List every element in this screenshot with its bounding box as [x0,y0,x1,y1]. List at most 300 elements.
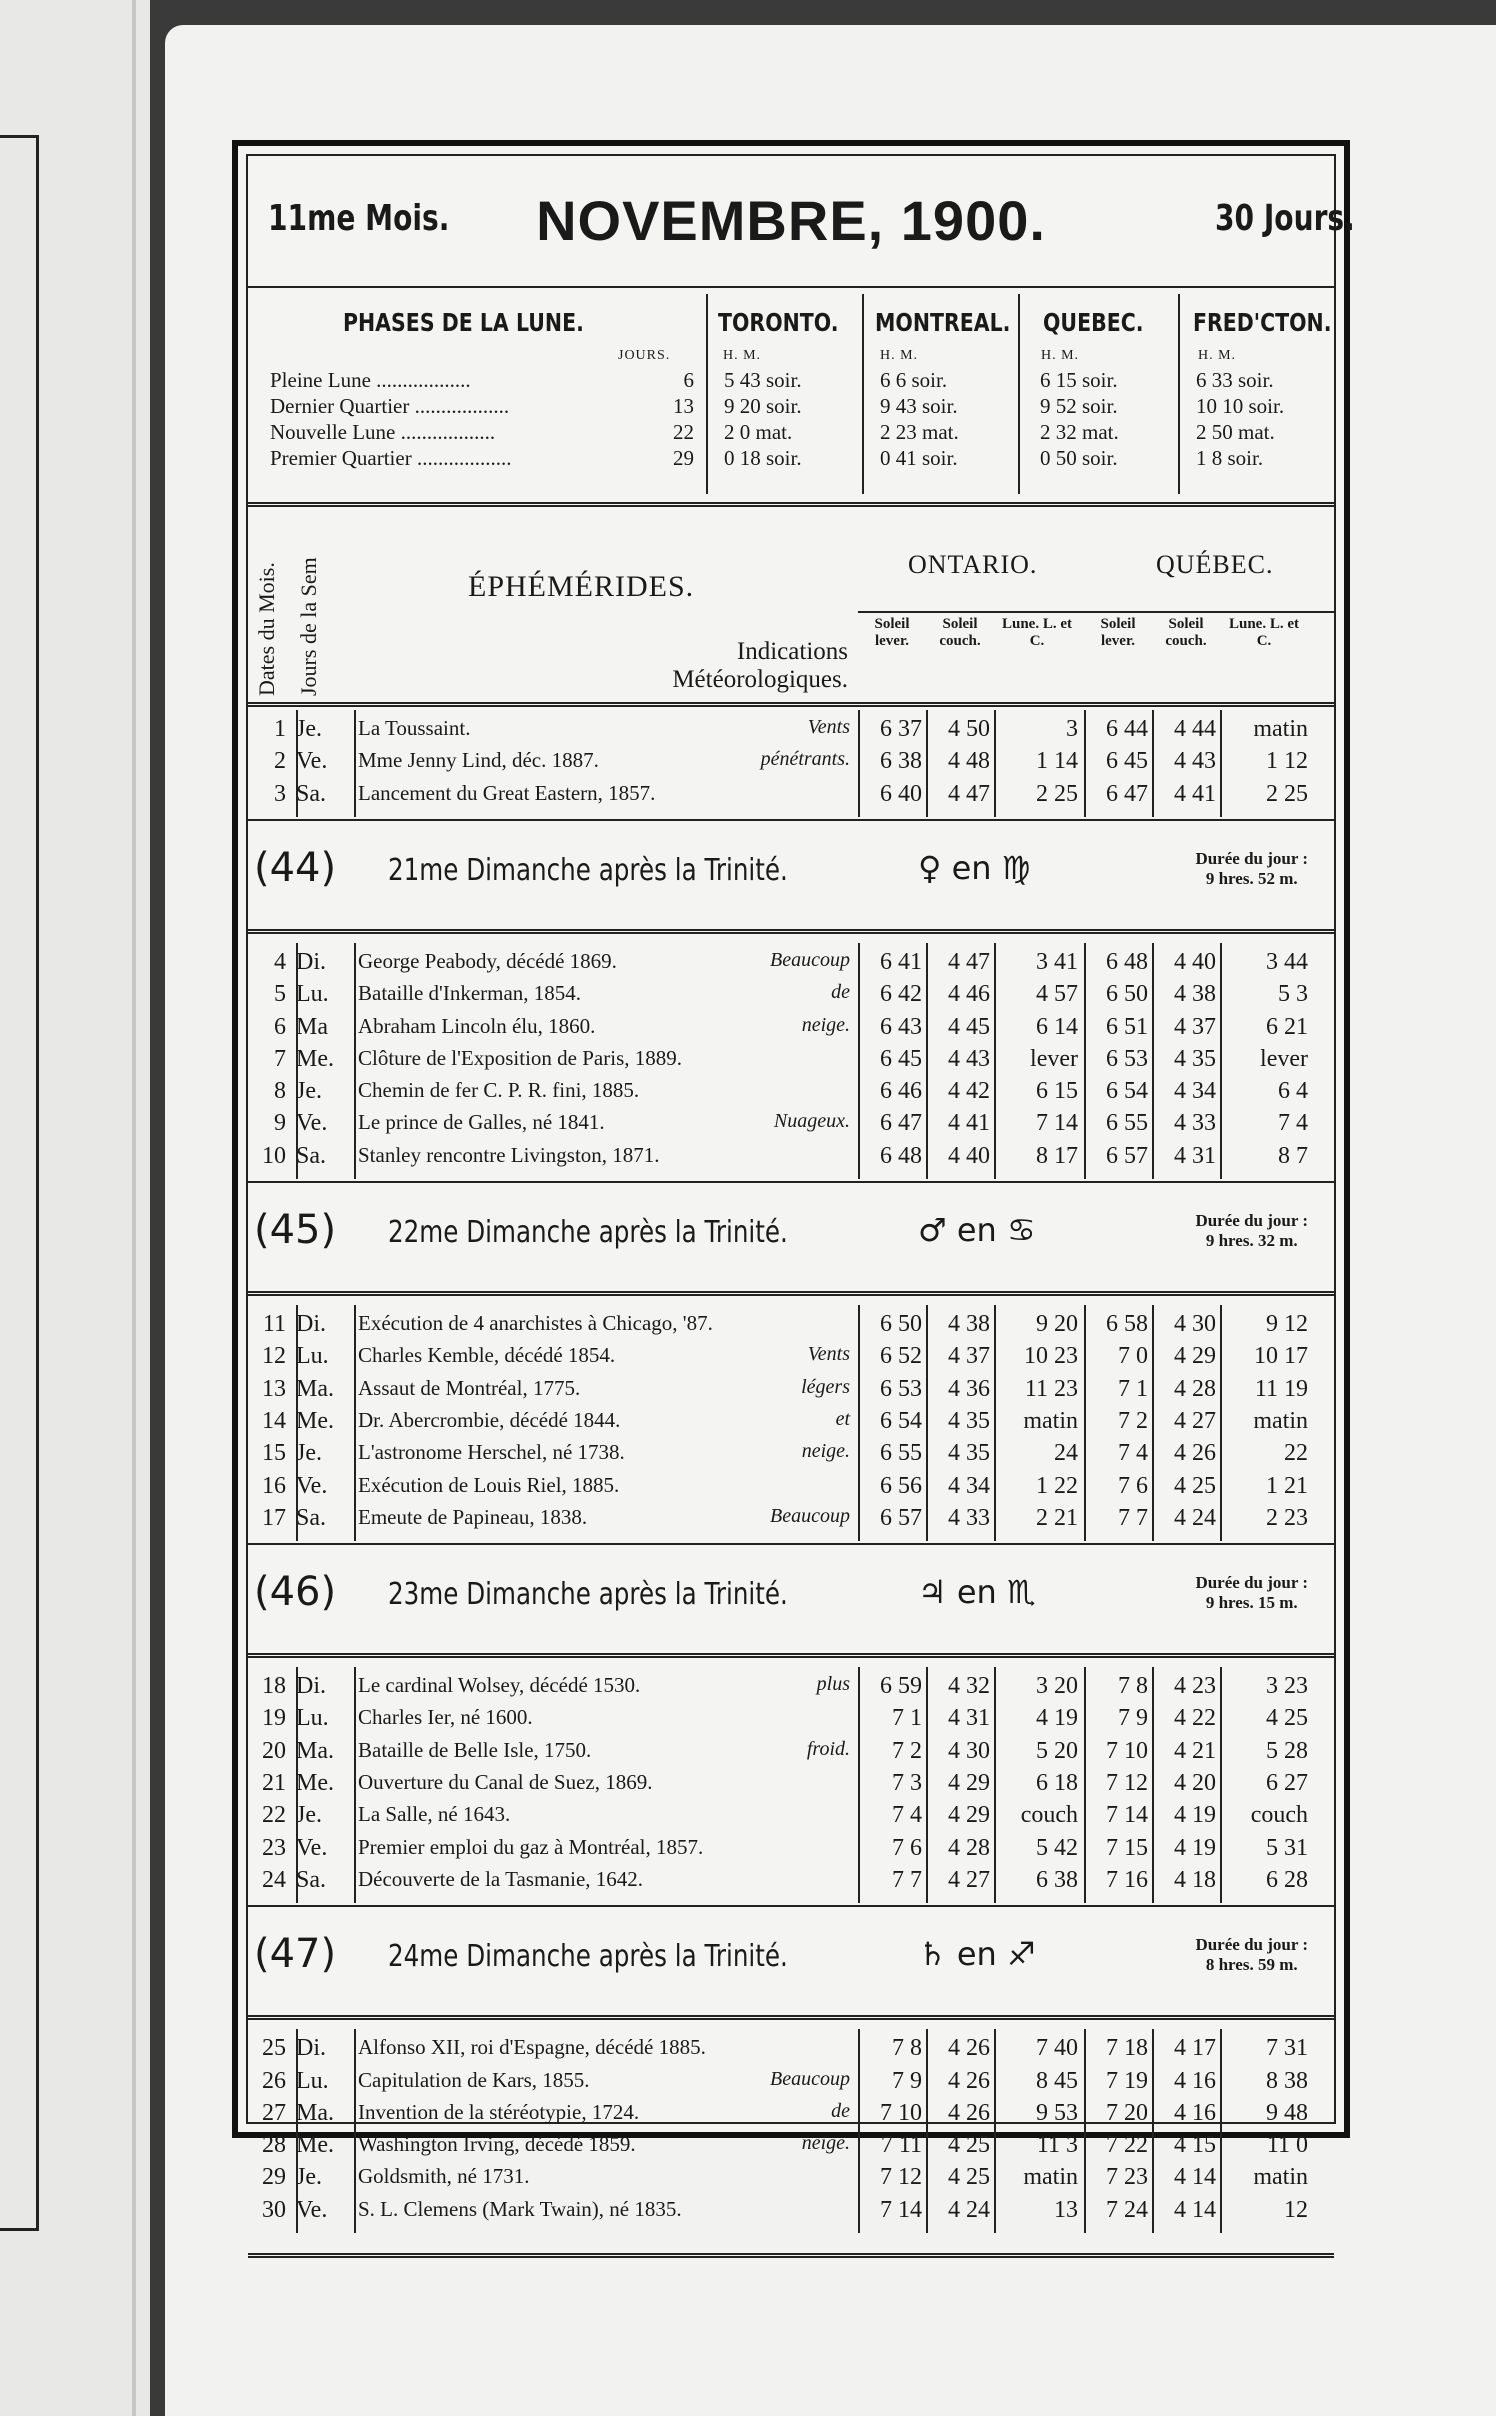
time-value: 4 38 [1174,981,1216,1008]
table-row [248,1835,1334,1867]
hm-label: H. M. [723,348,762,363]
city-quebec: QUEBEC. [1043,308,1144,337]
table-row [248,716,1334,748]
column-divider [994,1667,996,1903]
time-value: 6 41 [880,948,922,975]
column-divider [354,1305,356,1541]
time-value: 4 43 [1174,748,1216,775]
time-value: 4 25 [948,2132,990,2159]
time-value: 4 19 [1174,1834,1216,1861]
phase-time: 0 41 soir. [880,446,958,470]
day-length [1195,1935,1308,1975]
day-of-month: 14 [262,1407,286,1434]
sunday-band [248,825,1334,925]
time-value: 6 54 [1106,1078,1148,1105]
day-length-value: 9 hres. 52 m. [1205,868,1298,888]
time-value: 6 27 [1266,1770,1308,1796]
weather-indication: neige. [801,1440,850,1463]
phase-time: 10 10 soir. [1196,394,1285,418]
time-value: 5 20 [1036,1737,1078,1764]
time-value: 6 47 [880,1110,922,1137]
day-of-month: 29 [262,2164,286,2191]
time-value: 7 23 [1106,2164,1148,2191]
time-value: 4 33 [1174,1110,1216,1137]
time-value: 6 40 [880,780,922,807]
time-value: 4 22 [1174,1705,1216,1732]
day-of-month: 9 [274,1110,286,1137]
day-of-month: 23 [262,1834,286,1861]
weather-indication: plus [816,1673,850,1696]
day-of-week: Ma. [296,1375,334,1402]
column-divider [994,2029,996,2233]
time-value: 11 0 [1266,2132,1308,2159]
time-value: couch [1250,1802,1308,1829]
week-rule [248,1181,1334,1183]
day-of-week: Sa. [296,1504,326,1531]
column-divider [1152,1305,1154,1541]
weather-indication: Vents [807,1343,850,1366]
time-value: 4 46 [948,981,990,1008]
event: La Salle, né 1643. [358,1802,511,1827]
day-of-week: Me. [296,1407,334,1434]
column-divider [296,710,298,817]
day-of-week: Lu. [296,1705,329,1732]
event: Mme Jenny Lind, déc. 1887. [358,748,599,773]
time-value: 4 25 [1174,1472,1216,1499]
subhead-rule [858,611,1334,613]
time-value: 7 20 [1106,2099,1148,2126]
time-value: 4 26 [948,2067,990,2094]
time-value: 10 23 [1024,1343,1078,1370]
divider [706,294,708,494]
day-of-month: 27 [262,2099,286,2126]
time-value: 1 21 [1266,1472,1308,1499]
event: Assaut de Montréal, 1775. [358,1375,581,1400]
time-value: 4 32 [948,1673,990,1700]
time-value: 4 35 [1174,1045,1216,1072]
time-value: 6 51 [1106,1013,1148,1040]
time-value: 6 45 [880,1045,922,1072]
day-of-week: Me. [296,1770,334,1796]
time-value: 7 16 [1106,1866,1148,1893]
time-value: 4 29 [1174,1343,1216,1370]
time-value: 6 46 [880,1078,922,1105]
time-value: matin [1023,1407,1078,1434]
calendar-inner [246,154,1355,2223]
week-number: (46) [254,1569,337,1616]
sunday-title: 24me Dimanche après la Trinité. [388,1939,788,1975]
column-divider [1152,943,1154,1179]
hm-label: H. M. [880,348,919,363]
time-value: 4 28 [1174,1375,1216,1402]
column-divider [296,1305,298,1541]
time-value: 6 53 [1106,1045,1148,1072]
day-of-month: 21 [262,1770,286,1796]
time-value: 6 57 [880,1504,922,1531]
column-divider [296,943,298,1179]
phase-name: Dernier Quartier .................. [270,394,510,418]
city-fredericton: FRED'CTON. [1193,308,1332,337]
phase-time: 5 43 soir. [724,368,802,392]
time-value: 4 44 [1174,716,1216,742]
table-row [248,1110,1334,1142]
event: Charles Kemble, décédé 1854. [358,1343,616,1368]
time-value: 6 55 [880,1440,922,1467]
time-value: 4 23 [1174,1673,1216,1700]
time-value: 4 37 [948,1343,990,1370]
divider [1018,294,1020,494]
time-value: 4 29 [948,1770,990,1796]
event: Exécution de 4 anarchistes à Chicago, '87. [358,1311,713,1335]
column-divider [296,1667,298,1903]
time-value: 2 25 [1036,780,1078,807]
time-value: 4 47 [948,780,990,807]
day-of-month: 3 [274,780,286,807]
day-of-week: Me. [296,1045,334,1072]
meteorologiques-label: Météorologiques. [672,666,848,693]
day-of-month: 13 [262,1375,286,1402]
day-length [1195,849,1308,889]
day-of-month: 28 [262,2132,286,2159]
time-value: 7 2 [892,1737,922,1764]
month-header [248,174,1355,254]
phase-time: 6 6 soir. [880,368,948,392]
day-of-month: 7 [274,1045,286,1072]
days-count: 30 Jours. [1214,198,1355,239]
week-number: (44) [254,844,337,891]
time-value: 6 42 [880,981,922,1008]
day-of-month: 8 [274,1078,286,1105]
sunday-band [248,1549,1334,1649]
event: Washington Irving, décédé 1859. [358,2132,636,2157]
day-of-week: Ve. [296,748,328,775]
phase-time: 9 43 soir. [880,394,958,418]
quebec-soleil-couch: Soleil couch. [1165,616,1207,649]
sunday-title: 23me Dimanche après la Trinité. [388,1577,788,1613]
previous-page-border [0,135,39,2231]
time-value: lever [1260,1045,1308,1072]
phase-day: 6 [683,368,694,392]
column-divider [1152,710,1154,817]
day-length-label: Durée du jour : [1195,1211,1308,1230]
time-value: 3 [1066,716,1078,742]
divider [1178,294,1180,494]
event: Premier emploi du gaz à Montréal, 1857. [358,1834,704,1859]
time-value: 11 19 [1254,1375,1308,1402]
calendar-frame [232,140,1355,2223]
time-value: 1 12 [1266,748,1308,775]
time-value: 7 4 [1118,1440,1148,1467]
time-value: 4 43 [948,1045,990,1072]
column-divider [354,2029,356,2233]
time-value: 10 17 [1254,1343,1308,1370]
column-divider [1220,1667,1222,1903]
table-bottom-rule [248,2253,1334,2258]
sunday-title: 21me Dimanche après la Trinité. [388,852,788,888]
day-of-week: Je. [296,716,322,742]
table-row [248,1738,1334,1770]
time-value: 7 14 [880,2196,922,2223]
table-row [248,1705,1334,1737]
phase-name: Nouvelle Lune .................. [270,420,496,444]
column-divider [858,1305,860,1541]
phase-time: 6 33 soir. [1196,368,1274,392]
weather-indication: Vents [807,716,850,738]
day-of-week: Di. [296,2035,326,2062]
phase-time: 2 50 mat. [1196,420,1275,444]
time-value: 4 27 [1174,1407,1216,1434]
time-value: 13 [1054,2196,1078,2223]
time-value: 4 57 [1036,981,1078,1008]
time-value: 4 33 [948,1504,990,1531]
table-row [248,1143,1334,1175]
column-divider [858,943,860,1179]
phase-time: 6 15 soir. [1040,368,1118,392]
weather-indication: de [831,2099,850,2122]
week-rule [248,1653,1334,1658]
ontario-soleil-lever: Soleil lever. [874,616,910,649]
time-value: 4 50 [948,716,990,742]
time-value: 1 22 [1036,1472,1078,1499]
time-value: 7 3 [892,1770,922,1796]
table-row [248,949,1334,981]
ontario-lune: Lune. L. et C. [1001,616,1072,649]
weather-indication: Nuageux. [773,1110,850,1133]
day-of-week: Je. [296,1078,322,1105]
week-rule [248,1905,1334,1907]
table-row [248,748,1334,780]
time-value: 4 35 [948,1440,990,1467]
phase-time: 2 32 mat. [1040,420,1119,444]
table-row [248,781,1334,813]
week-rule [248,1291,1334,1296]
day-of-week: Ma [296,1013,328,1040]
table-row [248,1802,1334,1834]
day-of-month: 4 [274,948,286,975]
day-of-week: Ve. [296,1834,328,1861]
time-value: 7 0 [1118,1343,1148,1370]
table-row [248,1867,1334,1899]
page-gutter [132,0,136,2416]
time-value: 9 48 [1266,2099,1308,2126]
phase-day: 13 [673,394,694,418]
hm-label: H. M. [1041,348,1080,363]
weather-indication: légers [801,1375,850,1398]
time-value: 6 38 [1036,1866,1078,1893]
event: L'astronome Herschel, né 1738. [358,1440,625,1465]
day-of-week: Sa. [296,1866,326,1893]
day-of-month: 5 [274,981,286,1008]
table-row [248,981,1334,1013]
weather-indication: neige. [801,2132,850,2155]
time-value: 4 29 [948,1802,990,1829]
event: Exécution de Louis Riel, 1885. [358,1472,620,1497]
weather-indication: froid. [806,1737,850,1760]
day-of-week: Di. [296,948,326,975]
weather-indication: Beaucoup [770,1504,850,1527]
time-value: 7 6 [1118,1472,1148,1499]
day-of-month: 17 [262,1504,286,1531]
time-value: 4 21 [1174,1737,1216,1764]
week-rule [248,929,1334,934]
time-value: 4 31 [948,1705,990,1732]
phase-name: Pleine Lune .................. [270,368,471,392]
time-value: 3 20 [1036,1673,1078,1700]
time-value: 7 7 [1118,1504,1148,1531]
time-value: 6 52 [880,1343,922,1370]
event: Capitulation de Kars, 1855. [358,2067,590,2092]
week-rule [248,1543,1334,1545]
time-value: 6 45 [1106,748,1148,775]
phase-time: 1 8 soir. [1196,446,1264,470]
column-divider [926,710,928,817]
day-of-week: Sa. [296,780,326,807]
time-value: 4 27 [948,1866,990,1893]
table-row [248,1343,1334,1375]
day-of-month: 30 [262,2196,286,2223]
time-value: 3 23 [1266,1673,1308,1700]
sunday-band [248,1911,1334,2011]
time-value: 11 3 [1036,2132,1078,2159]
time-value: 6 48 [880,1142,922,1169]
phase-time: 2 23 mat. [880,420,959,444]
day-of-month: 11 [262,1311,286,1337]
time-value: 4 14 [1174,2164,1216,2191]
time-value: 4 35 [948,1407,990,1434]
table-head-rule [248,702,1334,707]
planet-position: ♂ en ♋ [918,1211,1036,1249]
column-divider [296,2029,298,2233]
time-value: 4 41 [948,1110,990,1137]
time-value: 4 34 [948,1472,990,1499]
table-row [248,2132,1334,2164]
day-of-week: Ve. [296,2196,328,2223]
time-value: 4 18 [1174,1866,1216,1893]
time-value: 12 [1284,2196,1308,2223]
time-value: 4 34 [1174,1078,1216,1105]
table-row [248,1770,1334,1802]
time-value: 4 42 [948,1078,990,1105]
day-of-week: Lu. [296,1343,329,1370]
table-row [248,1311,1334,1343]
event: S. L. Clemens (Mark Twain), né 1835. [358,2196,682,2221]
time-value: 4 26 [948,2099,990,2126]
day-of-month: 19 [262,1705,286,1732]
column-divider [858,2029,860,2233]
time-value: 4 15 [1174,2132,1216,2159]
divider [862,294,864,494]
time-value: 3 44 [1266,948,1308,975]
time-value: 4 24 [1174,1504,1216,1531]
day-of-month: 12 [262,1343,286,1370]
day-of-week: Di. [296,1673,326,1700]
day-of-week: Me. [296,2132,334,2159]
table-row [248,2100,1334,2132]
event: La Toussaint. [358,716,471,740]
month-number: 11me Mois. [268,198,450,239]
day-of-month: 10 [262,1142,286,1169]
table-row [248,1505,1334,1537]
event: Chemin de fer C. P. R. fini, 1885. [358,1078,640,1103]
column-divider [1084,1305,1086,1541]
day-of-month: 18 [262,1673,286,1700]
week-rule [248,819,1334,821]
time-value: 4 20 [1174,1770,1216,1796]
time-value: 4 38 [948,1311,990,1337]
time-value: 5 3 [1278,981,1308,1008]
month-title: NOVEMBRE, 1900. [536,189,1046,252]
table-row [248,1078,1334,1110]
time-value: matin [1253,2164,1308,2191]
phases-title: PHASES DE LA LUNE. [343,308,584,337]
phase-time: 0 18 soir. [724,446,802,470]
time-value: 7 4 [1278,1110,1308,1137]
time-value: 6 59 [880,1673,922,1700]
day-of-week: Ve. [296,1472,328,1499]
time-value: 6 56 [880,1472,922,1499]
column-divider [1220,710,1222,817]
day-of-week: Je. [296,1440,322,1467]
previous-page-edge [0,0,150,2416]
event: Emeute de Papineau, 1838. [358,1504,588,1529]
time-value: 4 16 [1174,2067,1216,2094]
time-value: 7 19 [1106,2067,1148,2094]
time-value: matin [1253,716,1308,742]
day-of-week: Sa. [296,1142,326,1169]
time-value: 6 48 [1106,948,1148,975]
day-of-month: 26 [262,2067,286,2094]
time-value: 7 10 [880,2099,922,2126]
time-value: 1 14 [1036,748,1078,775]
time-value: 4 31 [1174,1142,1216,1169]
quebec-lune: Lune. L. et C. [1228,616,1299,649]
time-value: 4 30 [948,1737,990,1764]
column-divider [926,943,928,1179]
jours-label: JOURS. [618,348,671,363]
event: Le cardinal Wolsey, décédé 1530. [358,1673,641,1698]
time-value: 6 55 [1106,1110,1148,1137]
event: Stanley rencontre Livingston, 1871. [358,1142,660,1167]
time-value: 4 19 [1174,1802,1216,1829]
event: Ouverture du Canal de Suez, 1869. [358,1770,653,1794]
weather-indication: de [831,981,850,1004]
city-montreal: MONTREAL. [875,308,1011,337]
event: Alfonso XII, roi d'Espagne, décédé 1885. [358,2035,706,2060]
week-number: (47) [254,1931,337,1978]
hm-label: H. M. [1198,348,1237,363]
time-value: 6 18 [1036,1770,1078,1796]
day-of-week: Lu. [296,2067,329,2094]
day-length-value: 8 hres. 59 m. [1205,1955,1298,1975]
column-divider [354,710,356,817]
time-value: 8 17 [1036,1142,1078,1169]
time-value: 7 14 [1036,1110,1078,1137]
time-value: 7 10 [1106,1737,1148,1764]
time-value: 7 6 [892,1834,922,1861]
column-divider [1084,710,1086,817]
column-divider [926,2029,928,2233]
table-row [248,1014,1334,1046]
table-row [248,1440,1334,1472]
time-value: 7 9 [892,2067,922,2094]
time-value: 22 [1284,1440,1308,1467]
day-of-month: 16 [262,1472,286,1499]
time-value: matin [1253,1407,1308,1434]
time-value: 4 28 [948,1834,990,1861]
header-rule [248,286,1334,288]
time-value: 6 37 [880,716,922,742]
time-value: 6 50 [1106,981,1148,1008]
